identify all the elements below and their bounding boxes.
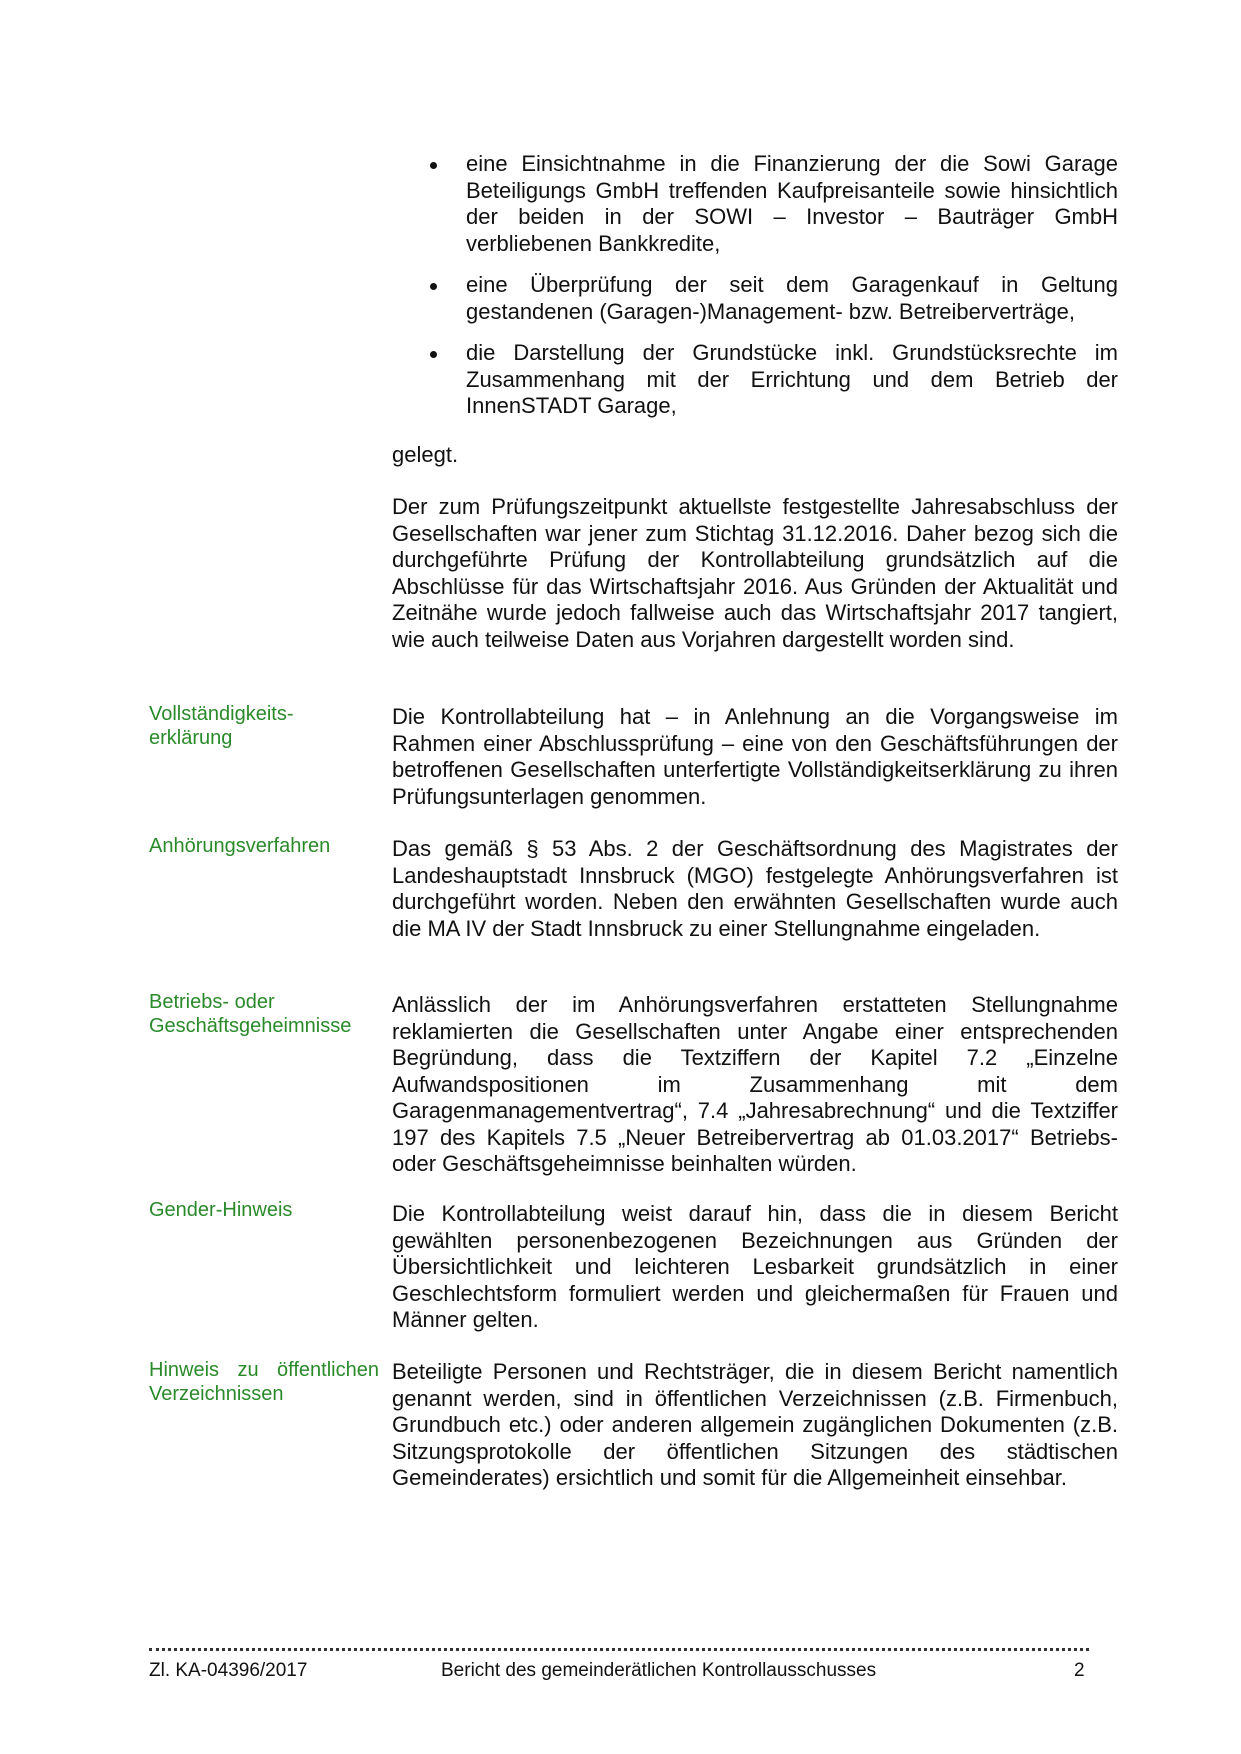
- bullet-dot-icon: [430, 351, 437, 358]
- footer-page-number: 2: [1074, 1660, 1085, 1681]
- bullet-text: die Darstellung der Grundstücke inkl. Grundstücksrechte im Zusammenhang mit der Errichtung und dem Betrieb der InnenSTADT Garage,: [466, 340, 1118, 418]
- bullet-dot-icon: [430, 162, 437, 169]
- paragraph-gender: Die Kontrollabteilung weist darauf hin, dass die in diesem Bericht gewählten personenbezogenen Bezeichnungen aus Gründen der Übersichtlichkeit und leichteren Lesbarkeit grundsätzlich in einer Geschlechtsform formuliert werden und gleichermaßen für Frauen und Männer gelten.: [392, 1201, 1118, 1332]
- side-label-geheimnisse: Betriebs- oder Geschäftsgeheimnisse: [149, 991, 352, 1037]
- side-label-vollstaendigkeit: Vollständigkeits- erklärung: [149, 703, 294, 749]
- bullet-dot-icon: [430, 283, 437, 290]
- side-label-anhoerung: Anhörungsverfahren: [149, 835, 331, 857]
- list-item: [392, 151, 1118, 257]
- bullet-text: eine Überprüfung der seit dem Garagenkauf in Geltung gestandenen (Garagen-)Management- bzw. Betreiberverträge,: [466, 272, 1118, 324]
- footer-divider: [149, 1648, 1089, 1651]
- list-item: [392, 272, 1118, 325]
- side-label-verzeichnisse: Hinweis zu öffentlichen Verzeichnissen: [149, 1359, 379, 1405]
- footer-reference: Zl. KA-04396/2017: [149, 1660, 308, 1681]
- bullet-text: eine Einsichtnahme in die Finanzierung der die Sowi Garage Beteiligungs GmbH treffenden Kaufpreisanteile sowie hinsichtlich der beiden in der SOWI – Investor – Bauträger GmbH verbliebenen Bankkredite,: [466, 151, 1118, 256]
- paragraph-geheimnisse: Anlässlich der im Anhörungsverfahren erstatteten Stellungnahme reklamierten die Gesellschaften unter Angabe einer entsprechenden Begründung, dass die Textziffern der Kapitel 7.2 „Einzelne Aufwandspositionen im Zusammenhang mit dem Garagenmanagementvertrag“, 7.4 „Jahresabrechnung“ und die Textziffer 197 des Kapitels 7.5 „Neuer Betreibervertrag ab 01.03.2017“ Betriebs- oder Geschäftsgeheimnisse beinhalten würden.: [392, 992, 1118, 1176]
- paragraph-verzeichnisse: Beteiligte Personen und Rechtsträger, die in diesem Bericht namentlich genannt werden, sind in öffentlichen Verzeichnissen (z.B. Firmenbuch, Grundbuch etc.) oder anderen allgemein zugänglichen Dokumenten (z.B. Sitzungsprotokolle der öffentlichen Sitzungen des städtischen Gemeinderates) ersichtlich und somit für die Allgemeinheit einsehbar.: [392, 1359, 1118, 1490]
- footer-title: Bericht des gemeinderätlichen Kontrollausschusses: [441, 1660, 877, 1681]
- intro-paragraph: Der zum Prüfungszeitpunkt aktuellste festgestellte Jahresabschluss der Gesellschaften war jener zum Stichtag 31.12.2016. Daher bezog sich die durchgeführte Prüfung der Kontrollabteilung grundsätzlich auf die Abschlüsse für das Wirtschaftsjahr 2016. Aus Gründen der Aktualität und Zeitnähe wurde jedoch fallweise auch das Wirtschaftsjahr 2017 tangiert, wie auch teilweise Daten aus Vorjahren dargestellt worden sind.: [392, 494, 1118, 652]
- gelegt-text: gelegt.: [392, 442, 459, 467]
- paragraph-vollstaendigkeit: Die Kontrollabteilung hat – in Anlehnung an die Vorgangsweise im Rahmen einer Abschlussprüfung – eine von den Geschäftsführungen der betroffenen Gesellschaften unterfertigte Vollständigkeitserklärung zu ihren Prüfungsunterlagen genommen.: [392, 704, 1118, 809]
- bullet-list: [392, 151, 1118, 435]
- paragraph-anhoerung: Das gemäß § 53 Abs. 2 der Geschäftsordnung des Magistrates der Landeshauptstadt Innsbruck (MGO) festgelegte Anhörungsverfahren ist durchgeführt worden. Neben den erwähnten Gesellschaften wurde auch die MA IV der Stadt Innsbruck zu einer Stellungnahme eingeladen.: [392, 836, 1118, 941]
- side-label-gender: Gender-Hinweis: [149, 1199, 293, 1221]
- list-item: [392, 340, 1118, 420]
